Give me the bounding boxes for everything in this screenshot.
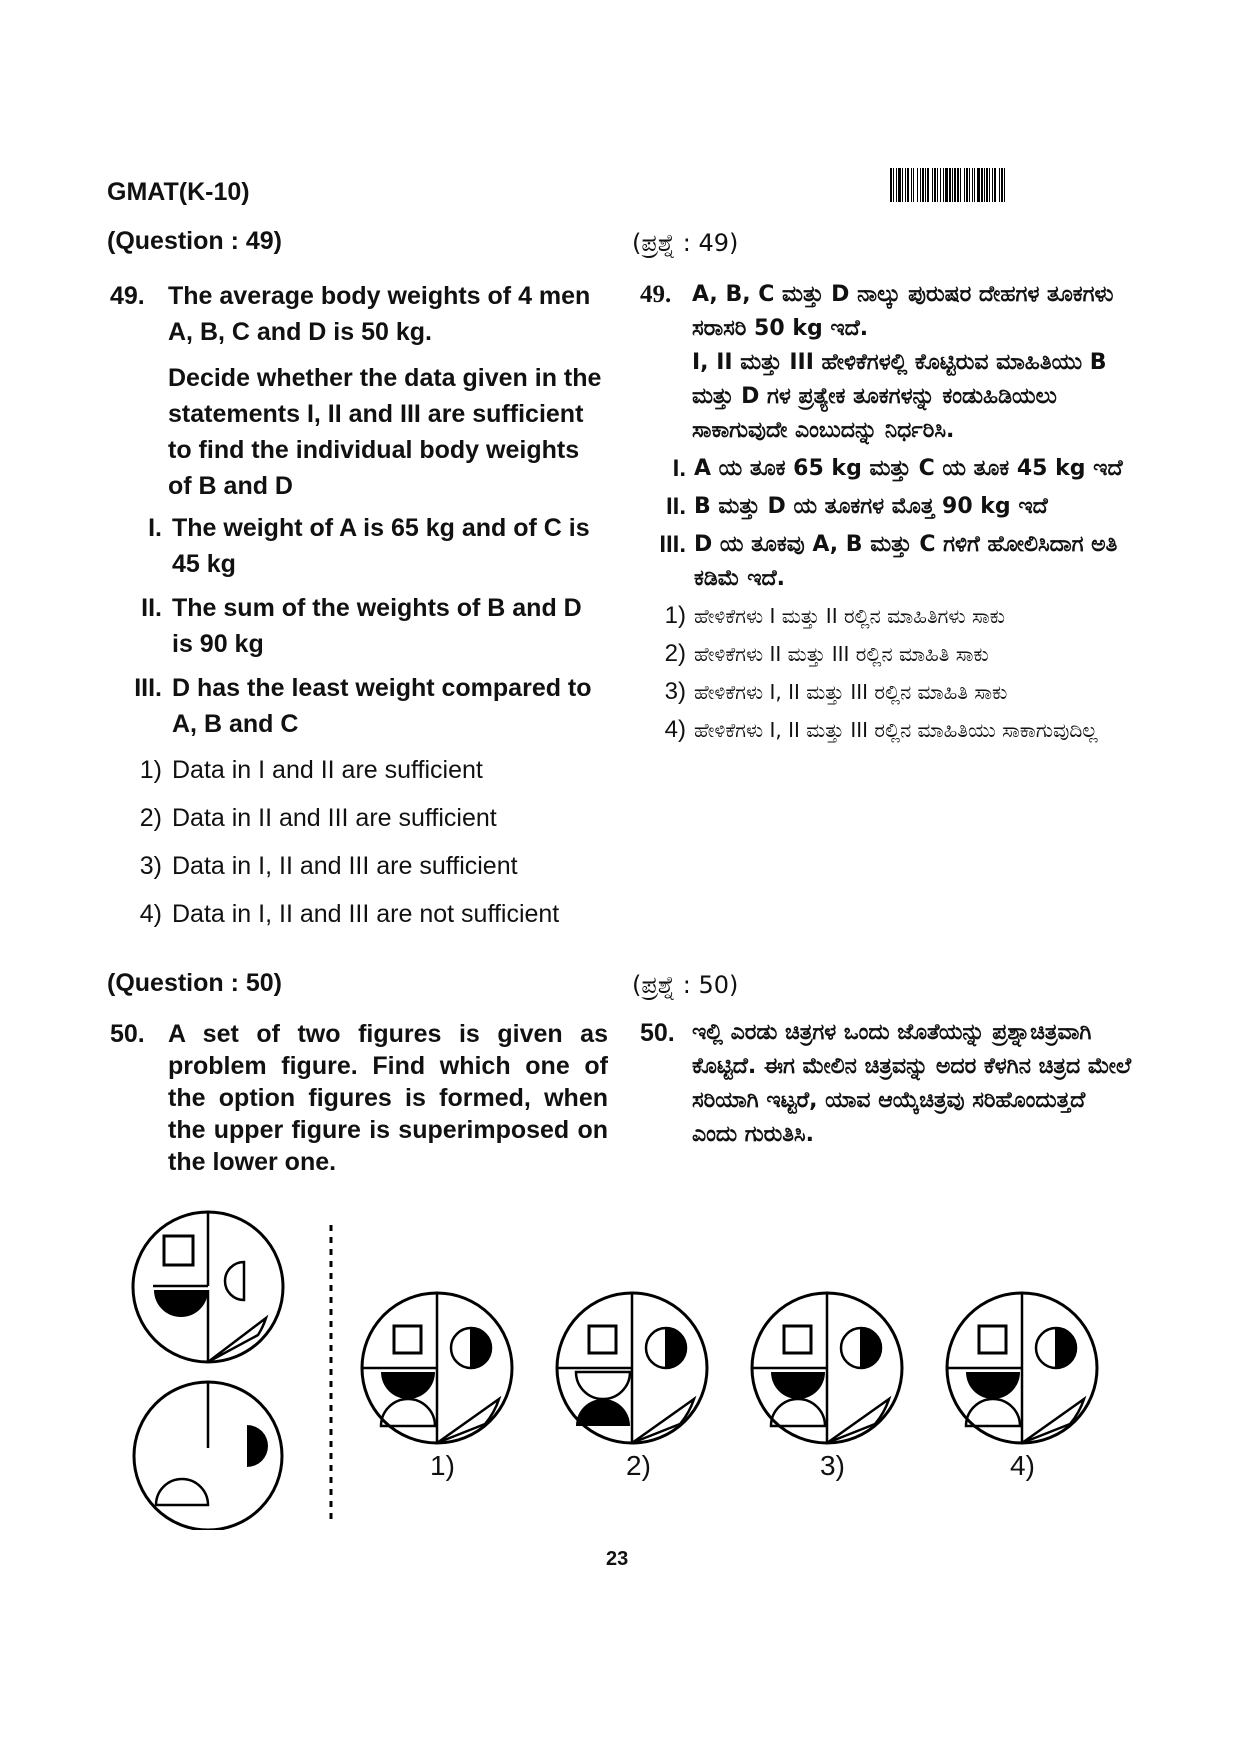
question-number: 50.	[110, 1020, 145, 1048]
question-stem: The average body weights of 4 men A, B, C and D is 50 kg.	[168, 282, 591, 346]
option-label-3: 3)	[820, 1450, 845, 1481]
figure-panel	[0, 1200, 1240, 1530]
option-figure-3[interactable]	[752, 1293, 902, 1443]
question-49-english	[110, 278, 610, 932]
question-instruction: Decide whether the data given in the statements I, II and III are sufficient to find the individual body weights of B and D	[168, 364, 602, 500]
question-number: 49.	[640, 281, 672, 308]
question-instruction: I, II ಮತ್ತು III ಹೇಳಿಕೆಗಳಲ್ಲಿ ಕೊಟ್ಟಿರುವ ಮಾಹಿತಿಯು B ಮತ್ತು D ಗಳ ಪ್ರತ್ಯೇಕ ತೂಕಗಳನ್ನು ಕಂಡುಹಿಡಿಯಲು ಸಾಕಾಗುವುದೇ ಎಂಬುದನ್ನು ನಿರ್ಧರಿಸಿ.	[692, 350, 1107, 443]
question-50-kannada-heading: (ಪ್ರಶ್ನೆ : 50)	[632, 971, 739, 999]
question-50-heading: (Question : 50)	[107, 969, 283, 997]
question-stem: A set of two figures is given as problem figure. Find which one of the option figures is formed, when the upper figure is superimposed on the lower one.	[168, 1020, 608, 1176]
statement-2: II. B ಮತ್ತು D ಯ ತೂಕಗಳ ಮೊತ್ತ 90 kg ಇದೆ	[665, 493, 1048, 520]
question-49-kannada-heading: (ಪ್ರಶ್ನೆ : 49)	[632, 229, 739, 257]
option-figure-4[interactable]	[947, 1293, 1097, 1443]
statement-1: I. The weight of A is 65 kg and of C is 45 kg	[148, 514, 590, 578]
answer-options	[640, 600, 1140, 746]
option-3[interactable]: 3) ಹೇಳಿಕೆಗಳು I, II ಮತ್ತು III ರಲ್ಲಿನ ಮಾಹಿತಿ ಸಾಕು	[664, 678, 1008, 705]
question-stem: ಇಲ್ಲಿ ಎರಡು ಚಿತ್ರಗಳ ಒಂದು ಜೊತೆಯನ್ನು ಪ್ರಶ್ನಾಚಿತ್ರವಾಗಿ ಕೊಟ್ಟಿದೆ. ಈಗ ಮೇಲಿನ ಚಿತ್ರವನ್ನು ಅದರ ಕೆಳಗಿನ ಚಿತ್ರದ ಮೇಲೆ ಸರಿಯಾಗಿ ಇಟ್ಟರೆ, ಯಾವ ಆಯ್ಕೆಚಿತ್ರವು ಸರಿಹೊಂದುತ್ತದೆ ಎಂದು ಗುರುತಿಸಿ.	[692, 1020, 1132, 1147]
option-3[interactable]: 3) Data in I, II and III are sufficient	[139, 852, 518, 880]
statement-list	[110, 510, 610, 742]
question-number: 50.	[640, 1019, 675, 1047]
problem-figure-lower	[134, 1382, 282, 1530]
exam-code: GMAT(K-10)	[107, 178, 250, 206]
option-2[interactable]: 2) Data in II and III are sufficient	[139, 804, 497, 832]
barcode	[890, 168, 1102, 202]
answer-options	[110, 752, 610, 932]
option-label-4: 4)	[1010, 1450, 1035, 1481]
option-4[interactable]: 4) Data in I, II and III are not sufficient	[139, 900, 560, 928]
question-49-kannada	[640, 278, 1140, 746]
option-figure-1[interactable]	[362, 1293, 512, 1443]
statement-3: III. D ಯ ತೂಕವು A, B ಮತ್ತು C ಗಳಿಗೆ ಹೋಲಿಸಿದಾಗ ಅತಿ ಕಡಿಮೆ ಇದೆ.	[659, 531, 1118, 591]
question-stem: A, B, C ಮತ್ತು D ನಾಲ್ಕು ಪುರುಷರ ದೇಹಗಳ ತೂಕಗಳು ಸರಾಸರಿ 50 kg ಇದೆ.	[692, 282, 1114, 341]
option-2[interactable]: 2) ಹೇಳಿಕೆಗಳು II ಮತ್ತು III ರಲ್ಲಿನ ಮಾಹಿತಿ ಸಾಕು	[664, 640, 989, 667]
statement-list	[640, 452, 1140, 596]
option-1[interactable]: 1) Data in I and II are sufficient	[139, 756, 483, 784]
option-label-1: 1)	[430, 1450, 455, 1481]
statement-2: II. The sum of the weights of B and D is 90 kg	[141, 594, 582, 658]
question-number: 49.	[110, 282, 145, 310]
question-50-kannada	[640, 1016, 1140, 1152]
option-4[interactable]: 4) ಹೇಳಿಕೆಗಳು I, II ಮತ್ತು III ರಲ್ಲಿನ ಮಾಹಿತಿಯು ಸಾಕಾಗುವುದಿಲ್ಲ	[664, 716, 1098, 743]
option-figure-2[interactable]	[557, 1293, 707, 1443]
question-50-english	[110, 1018, 610, 1178]
option-label-2: 2)	[626, 1450, 651, 1481]
page-number: 23	[606, 1548, 629, 1570]
problem-figure-upper	[133, 1212, 283, 1362]
statement-3: III. D has the least weight compared to A, B and C	[134, 674, 592, 738]
statement-1: I. A ಯ ತೂಕ 65 kg ಮತ್ತು C ಯ ತೂಕ 45 kg ಇದೆ	[672, 455, 1123, 482]
question-49-heading: (Question : 49)	[107, 227, 283, 255]
option-1[interactable]: 1) ಹೇಳಿಕೆಗಳು I ಮತ್ತು II ರಲ್ಲಿನ ಮಾಹಿತಿಗಳು ಸಾಕು	[664, 602, 1005, 629]
